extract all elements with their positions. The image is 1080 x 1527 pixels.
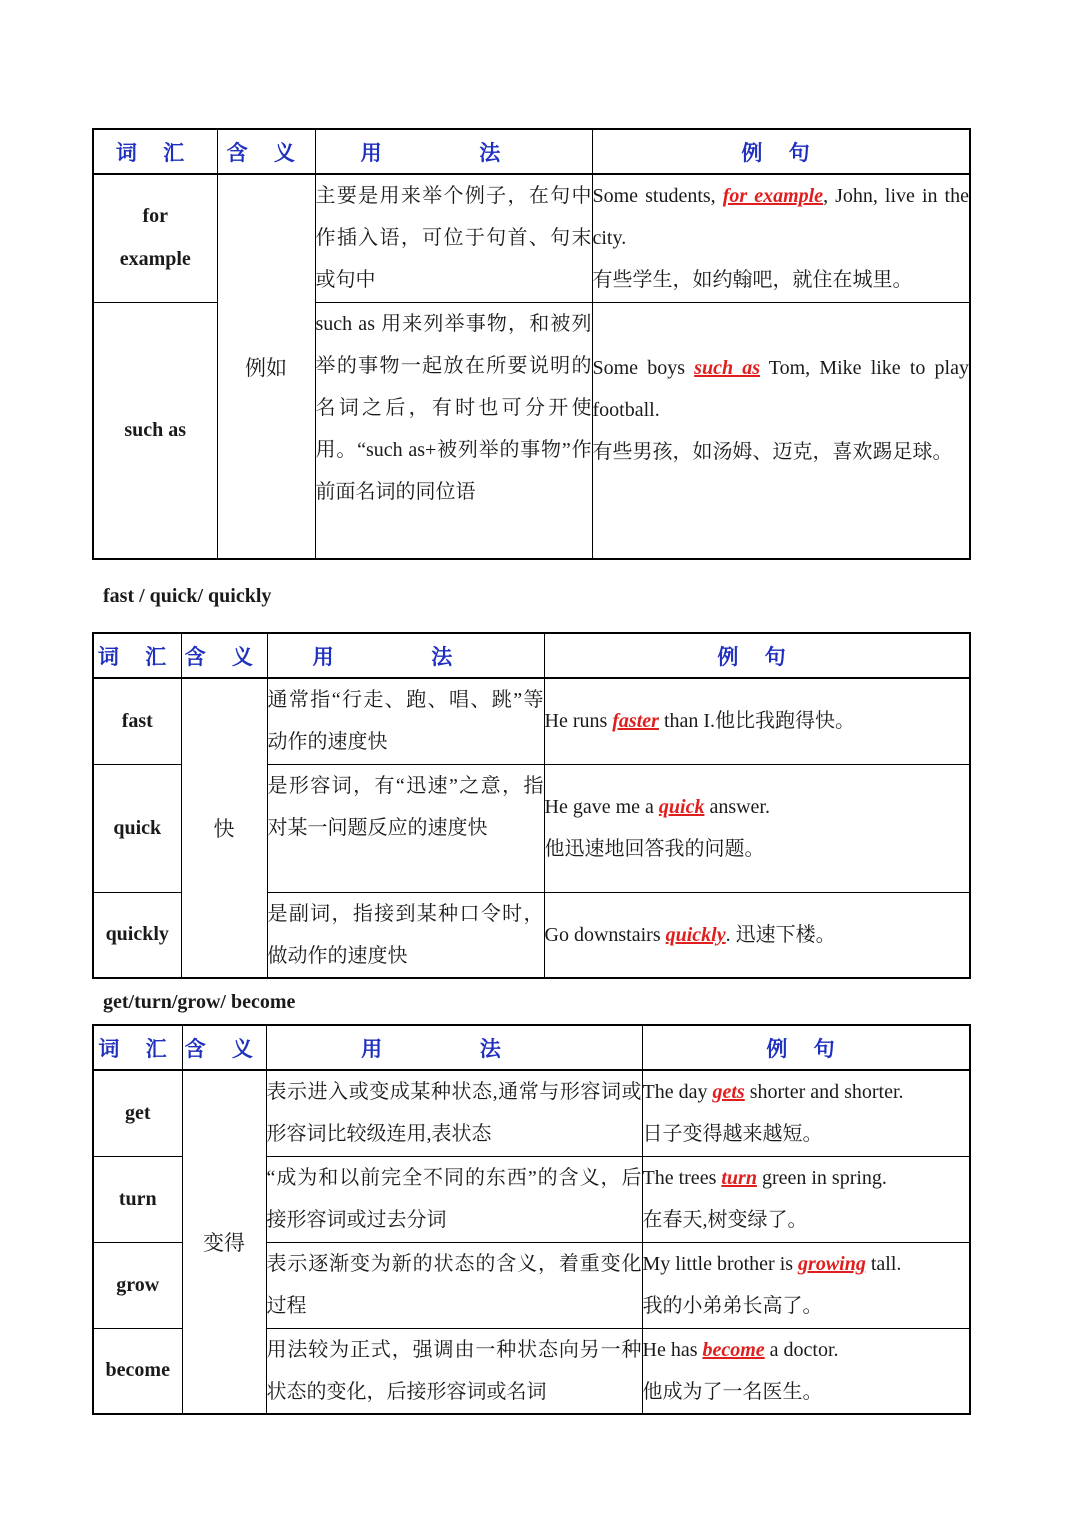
header-example: 例 句 bbox=[592, 129, 970, 174]
usage-cell: such as 用来列举事物，和被列举的事物一起放在所要说明的名词之后，有时也可分开使用。“such as+被列举的事物”作前面名词的同位语 bbox=[315, 302, 592, 559]
vocab-word: turn bbox=[93, 1156, 182, 1242]
vocab-word bbox=[93, 174, 217, 302]
vocab-word: quick bbox=[93, 764, 181, 892]
highlight-phrase: quickly bbox=[665, 923, 726, 946]
header-meaning: 含 义 bbox=[181, 633, 267, 678]
meaning-cell: 例如 bbox=[217, 174, 315, 559]
usage-cell: 主要是用来举个例子，在句中作插入语，可位于句首、句末或句中 bbox=[315, 174, 592, 302]
example-text: My little brother is bbox=[642, 1253, 799, 1275]
table-row bbox=[93, 678, 970, 764]
vocab-table-for-example-such-as bbox=[92, 128, 971, 560]
example-text: Go downstairs bbox=[544, 923, 666, 946]
usage-cell: “成为和以前完全不同的东西”的含义，后接形容词或过去分词 bbox=[266, 1156, 642, 1242]
usage-cell: 是形容词，有“迅速”之意，指对某一问题反应的速度快 bbox=[267, 764, 544, 892]
example-translation: 日子变得越来越短。 bbox=[642, 1123, 823, 1146]
header-meaning: 含 义 bbox=[182, 1025, 266, 1070]
example-cell bbox=[544, 892, 970, 978]
usage-cell: 表示进入或变成某种状态,通常与形容词或形容词比较级连用,表状态 bbox=[266, 1070, 642, 1156]
vocab-table-fast-quick bbox=[92, 632, 971, 979]
meaning-cell: 快 bbox=[181, 678, 267, 978]
header-example: 例 句 bbox=[642, 1025, 970, 1070]
example-text: He gave me a bbox=[544, 796, 659, 818]
example-translation: 有些男孩，如汤姆、迈克，喜欢踢足球。 bbox=[592, 440, 953, 463]
header-meaning: 含 义 bbox=[217, 129, 315, 174]
example-cell bbox=[642, 1328, 970, 1414]
highlight-phrase: become bbox=[702, 1338, 765, 1361]
example-translation: 他成为了一名医生。 bbox=[642, 1380, 823, 1403]
example-translation: 他迅速地回答我的问题。 bbox=[544, 838, 765, 860]
vocab-word-line: example bbox=[119, 248, 191, 271]
example-text: . 迅速下楼。 bbox=[725, 923, 836, 946]
example-text: green in spring. bbox=[756, 1167, 887, 1189]
example-text: Some boys bbox=[592, 356, 695, 379]
example-text: Some students, bbox=[592, 185, 723, 207]
vocab-word: such as bbox=[93, 302, 217, 559]
table-header-row bbox=[93, 1025, 970, 1070]
example-cell bbox=[544, 764, 970, 892]
highlight-phrase: gets bbox=[712, 1081, 745, 1104]
example-cell bbox=[592, 174, 970, 302]
example-text: answer. bbox=[704, 796, 770, 818]
meaning-cell: 变得 bbox=[182, 1070, 266, 1414]
table-header-row bbox=[93, 633, 970, 678]
header-usage: 用 法 bbox=[315, 129, 592, 174]
vocab-word: become bbox=[93, 1328, 182, 1414]
example-text: , John, live in the city. bbox=[592, 185, 969, 249]
example-text: shorter and shorter. bbox=[744, 1081, 904, 1104]
highlight-phrase: turn bbox=[721, 1167, 757, 1189]
header-word: 词 汇 bbox=[93, 129, 217, 174]
section-title-get-turn-grow-become: get/turn/grow/ become bbox=[103, 991, 296, 1013]
header-word: 词 汇 bbox=[93, 633, 181, 678]
example-cell bbox=[642, 1156, 970, 1242]
example-text: tall. bbox=[865, 1253, 902, 1275]
example-translation: 有些学生，如约翰吧，就住在城里。 bbox=[592, 269, 913, 291]
table-row bbox=[93, 1070, 970, 1156]
highlight-phrase: faster bbox=[612, 710, 659, 733]
example-text: He runs bbox=[544, 710, 613, 733]
highlight-phrase: for example bbox=[722, 185, 824, 207]
example-text: than I.他比我跑得快。 bbox=[658, 710, 856, 733]
table-header-row bbox=[93, 129, 970, 174]
header-usage: 用 法 bbox=[266, 1025, 642, 1070]
highlight-phrase: growing bbox=[798, 1253, 866, 1275]
example-text: Tom, Mike like to play football. bbox=[592, 356, 969, 421]
vocab-word-line: for bbox=[142, 205, 169, 228]
example-cell bbox=[544, 678, 970, 764]
highlight-phrase: such as bbox=[694, 356, 760, 379]
example-text: a doctor. bbox=[764, 1338, 839, 1361]
usage-cell: 是副词，指接到某种口令时，做动作的速度快 bbox=[267, 892, 544, 978]
vocab-word: get bbox=[93, 1070, 182, 1156]
header-example: 例 句 bbox=[544, 633, 970, 678]
example-text: He has bbox=[642, 1338, 703, 1361]
usage-cell: 表示逐渐变为新的状态的含义，着重变化过程 bbox=[266, 1242, 642, 1328]
example-translation: 在春天,树变绿了。 bbox=[642, 1209, 808, 1231]
example-cell bbox=[592, 302, 970, 559]
table-row bbox=[93, 174, 970, 302]
example-cell bbox=[642, 1070, 970, 1156]
usage-cell: 用法较为正式，强调由一种状态向另一种状态的变化，后接形容词或名词 bbox=[266, 1328, 642, 1414]
example-cell bbox=[642, 1242, 970, 1328]
section-title-fast-quick: fast / quick/ quickly bbox=[103, 585, 272, 607]
example-text: The day bbox=[642, 1081, 713, 1104]
header-word: 词 汇 bbox=[93, 1025, 182, 1070]
vocab-word: quickly bbox=[93, 892, 181, 978]
example-translation: 我的小弟弟长高了。 bbox=[642, 1295, 823, 1317]
vocab-word: fast bbox=[93, 678, 181, 764]
vocab-table-get-turn-grow-become bbox=[92, 1024, 971, 1415]
usage-cell: 通常指“行走、跑、唱、跳”等动作的速度快 bbox=[267, 678, 544, 764]
highlight-phrase: quick bbox=[658, 796, 705, 818]
example-text: The trees bbox=[642, 1167, 722, 1189]
vocab-word: grow bbox=[93, 1242, 182, 1328]
header-usage: 用 法 bbox=[267, 633, 544, 678]
